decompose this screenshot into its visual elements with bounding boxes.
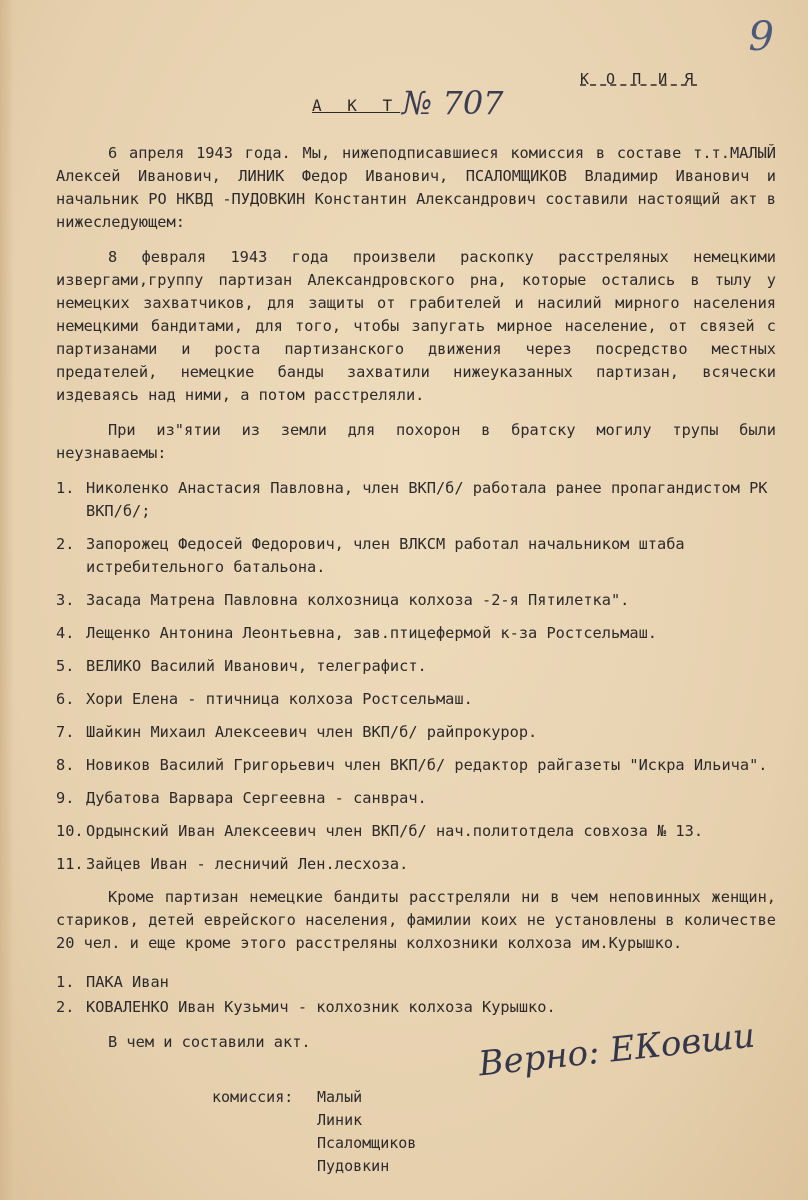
list-number: 2. (56, 535, 75, 553)
page-edge (0, 0, 14, 1200)
list-item (56, 622, 776, 645)
list-text: Новиков Василий Григорьевич член ВКП/б/ редактор райгазеты "Искра Ильича". (86, 756, 768, 774)
list-number: 9. (56, 789, 75, 807)
identification-paragraph: При из"ятии из земли для похорон в братску могилу трупы были неузнаваемы: (56, 421, 776, 462)
list-item (56, 971, 776, 994)
commission-member: Псаломщиков (317, 1134, 417, 1152)
list-text: Дубатова Варвара Сергеевна - санврач. (86, 789, 427, 807)
list-number: 1. (56, 973, 75, 991)
commission-row (212, 1086, 416, 1109)
act-title: А К Т (312, 96, 401, 115)
page-number: 9 (748, 14, 774, 60)
list-text: ПАКА Иван (86, 973, 169, 991)
list-number: 4. (56, 624, 75, 642)
commission-member: Пудовкин (317, 1157, 390, 1175)
intro-paragraph: 6 апреля 1943 года. Мы, нижеподписавшиеся комиссия в составе т.т.МАЛЫЙ Алексей Иванович, ЛИНИК Федор Иванович, ПСАЛОМЩИКОВ Владимир Иванович и начальник РО НКВД -ПУДОВКИН Константин Александрович составили настоящий акт в нижеследующем: (56, 144, 776, 231)
list-number: 7. (56, 723, 75, 741)
kolkhoz-victims-list (56, 971, 776, 1019)
list-number: 2. (56, 998, 75, 1016)
list-text: КОВАЛЕНКО Иван Кузьмич - колхозник колхоза Курышко. (86, 998, 556, 1016)
handwritten-signature: Верно: ЕКовши (476, 1015, 757, 1085)
list-text: Шайкин Михаил Алексеевич член ВКП/б/ райпрокурор. (86, 723, 538, 741)
document-body (56, 142, 776, 1054)
list-number: 6. (56, 690, 75, 708)
list-number: 5. (56, 657, 75, 675)
commission-block (212, 1086, 416, 1178)
list-item (56, 589, 776, 612)
list-text: Зайцев Иван - лесничий Лен.лесхоза. (86, 855, 409, 873)
list-number: 8. (56, 756, 75, 774)
commission-member: Малый (317, 1088, 363, 1106)
list-item (56, 688, 776, 711)
list-item (56, 655, 776, 678)
list-text: Николенко Анастасия Павловна, член ВКП/б/ работала ранее пропагандистом РК ВКП/б/; (86, 479, 768, 520)
list-text: Ордынский Иван Алексеевич член ВКП/б/ нач.политотдела совхоза № 13. (86, 822, 704, 840)
list-item (56, 721, 776, 744)
list-item (56, 853, 776, 876)
list-text: Хори Елена - птичница колхоза Ростсельмаш. (86, 690, 473, 708)
list-item (56, 477, 776, 523)
list-text: ВЕЛИКО Василий Иванович, телеграфист. (86, 657, 427, 675)
victims-list (56, 477, 776, 876)
list-item (56, 996, 776, 1019)
list-number: 3. (56, 591, 75, 609)
act-number: № 707 (402, 84, 504, 122)
list-number: 10. (56, 822, 84, 840)
copy-mark: К О П И Я (580, 70, 698, 88)
list-item (56, 533, 776, 579)
list-item (56, 820, 776, 843)
commission-label: комиссия: (212, 1088, 294, 1106)
list-number: 1. (56, 479, 75, 497)
list-item (56, 787, 776, 810)
list-text: Лещенко Антонина Леонтьевна, зав.птицефермой к-за Ростсельмаш. (86, 624, 657, 642)
excavation-paragraph: 8 февраля 1943 года произвели раскопку расстреляных немецкими извергами,группу партизан Александровского рна, которые остались в тылу у немецких захватчиков, для защиты от грабителей и насилий мирного населения немецкими бандитами, для того, чтобы запугать мирное население, от связей с партизанами и роста партизанского движения через посредство местных предателей, немецкие банды захватили нижеуказанных партизан, всячески издеваясь над ними, а потом расстреляли. (56, 248, 776, 404)
civilians-paragraph: Кроме партизан немецкие бандиты расстреляли ни в чем неповинных женщин, стариков, детей еврейского населения, фамилии коих не установлены в количестве 20 чел. и еще кроме этого расстреляны колхозники колхоза им.Курышко. (56, 888, 776, 952)
list-number: 11. (56, 855, 84, 873)
list-item (56, 754, 776, 777)
commission-member: Линик (317, 1111, 363, 1129)
list-text: Засада Матрена Павловна колхозница колхоза -2-я Пятилетка". (86, 591, 630, 609)
list-text: Запорожец Федосей Федорович, член ВЛКСМ работал начальником штаба истребительного батальона. (86, 535, 685, 576)
closing-line: В чем и составили акт. (108, 1033, 311, 1051)
